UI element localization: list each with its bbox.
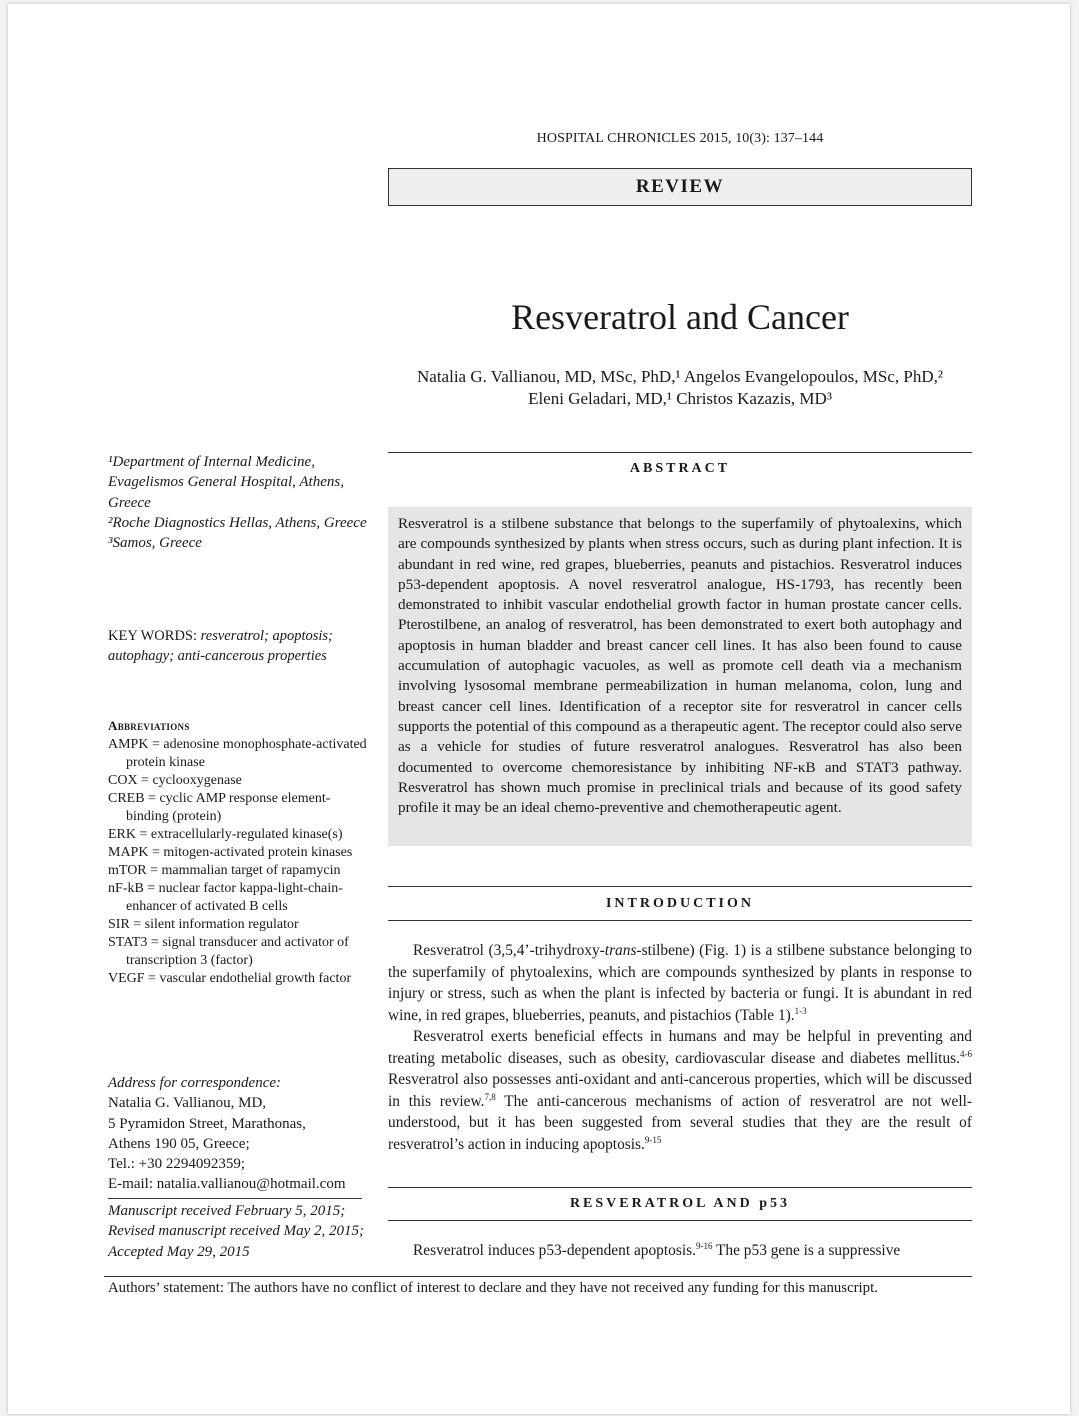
authors-statement: Authors’ statement: The authors have no conflict of interest to declare and they have not received any funding for this manuscript. <box>108 1280 878 1296</box>
affiliation-3: ³Samos, Greece <box>108 535 202 552</box>
keywords <box>108 626 368 666</box>
abstract-text: Resveratrol is a stilbene substance that belongs to the superfamily of phytoalexins, which are compounds synthesized by plants when stress occurs, such as during plant infection. It is abundant in red wine, red grapes, blueberries, peanuts and pistachios. Resveratrol induces p53-dependent apoptosis. A novel resveratrol analogue, HS-1793, has recently been demonstrated to inhibit vascular endothelial growth factor in human prostate cancer cells. Pterostilbene, an analog of resveratrol, has been demonstrated to exert both autophagy and apoptosis in human bladder and breast cancer cell lines. It has also been found to cause accumulation of autophagic vacuoles, as well as promote cell death via a mechanism involving lysosomal membrane permeabilization in human melanoma, colon, lung and breast cancer cell lines. Identification of a receptor site for resveratrol in cancer cells supports the potential of this compound as a therapeutic agent. The receptor could also serve as a vehicle for studies of future resveratrol analogues. Resveratrol has also been documented to overcome chemoresistance by inhibiting NF-κB and STAT3 pathway. Resveratrol has shown much promise in preclinical trials and because of its good safety profile it may be an ideal chemo-preventive and chemotherapeutic agent. <box>398 515 962 817</box>
intro-p2-part-b: Resveratrol also possesses anti-oxidant and anti-cancerous properties, which will be discussed in this review. <box>388 1071 972 1110</box>
p53-body <box>388 1240 972 1262</box>
correspondence-line: 5 Pyramidon Street, Marathonas, <box>108 1115 306 1132</box>
article-title: Resveratrol and Cancer <box>511 297 849 337</box>
p53-heading: RESVERATROL AND p53 <box>569 1196 791 1211</box>
p53-top-rule <box>388 1187 972 1188</box>
abbreviation-item: mTOR = mammalian target of rapamycin <box>108 863 341 878</box>
abbreviation-item: VEGF = vascular endothelial growth factor <box>108 971 352 986</box>
intro-paragraph-2 <box>388 1026 972 1155</box>
manuscript-dates: Manuscript received February 5, 2015; Revised manuscript received May 2, 2015; Accepted May 29, 2015 <box>108 1203 365 1260</box>
correspondence-line: Tel.: +30 2294092359; <box>108 1156 245 1173</box>
abbreviation-item: COX = cyclooxygenase <box>108 773 242 788</box>
journal-citation: HOSPITAL CHRONICLES 2015, 10(3): 137–144 <box>536 131 824 146</box>
citation-ref: 7,8 <box>484 1091 496 1102</box>
abbreviation-item: nF-kB = nuclear factor kappa-light-chain-enhancer of activated B cells <box>108 881 343 914</box>
authors-line-1: Natalia G. Vallianou, MD, MSc, PhD,¹ Angelos Evangelopoulos, MSc, PhD,² <box>417 367 943 386</box>
author-list <box>388 366 972 410</box>
intro-p1-italic: trans <box>604 942 637 959</box>
section-label: REVIEW <box>635 176 725 197</box>
abbreviation-item: SIR = silent information regulator <box>108 917 299 932</box>
abbreviation-item: CREB = cyclic AMP response element-binding (protein) <box>108 791 331 824</box>
introduction-body <box>388 940 972 1155</box>
intro-p1-part-a: Resveratrol (3,5,4’-trihydroxy- <box>413 942 605 959</box>
abbreviation-item: MAPK = mitogen-activated protein kinases <box>108 845 353 860</box>
section-label-box <box>388 168 972 206</box>
affiliation-1: ¹Department of Internal Medicine, Evagelismos General Hospital, Athens, Greece <box>108 454 344 511</box>
citation-ref: 9-15 <box>644 1134 662 1145</box>
correspondence <box>108 1073 368 1195</box>
authors-line-2: Eleni Geladari, MD,¹ Christos Kazazis, MD³ <box>528 389 832 408</box>
affiliations <box>108 452 368 553</box>
p53-bottom-rule <box>388 1220 972 1221</box>
intro-p1-part-b: -stilbene) (Fig. 1) is a stilbene substance belonging to the superfamily of phytoalexins, which are compounds synthesized by plants in response to injury or stress, such as when the plant is infected by bacteria or fungi. It is abundant in red wine, in red grapes, blueberries, peanuts, and pistachios (Table 1). <box>388 942 972 1024</box>
p53-p1-part-b: The p53 gene is a suppressive <box>712 1242 901 1259</box>
keywords-text: resveratrol; apoptosis; autophagy; anti-cancerous properties <box>108 628 333 664</box>
correspondence-email: E-mail: natalia.vallianou@hotmail.com <box>108 1176 346 1193</box>
p53-paragraph-1 <box>388 1240 972 1262</box>
intro-top-rule <box>388 886 972 887</box>
affiliation-2: ²Roche Diagnostics Hellas, Athens, Greece <box>108 514 367 531</box>
correspondence-line: Athens 190 05, Greece; <box>108 1135 250 1152</box>
abbreviation-item: AMPK = adenosine monophosphate-activated protein kinase <box>108 737 367 770</box>
intro-paragraph-1 <box>388 940 972 1026</box>
citation-ref: 4-6 <box>960 1048 972 1059</box>
abbreviation-item: ERK = extracellularly-regulated kinase(s) <box>108 827 343 842</box>
p53-p1-part-a: Resveratrol induces p53-dependent apoptosis. <box>413 1242 696 1259</box>
intro-p2-part-a: Resveratrol exerts beneficial effects in humans and may be helpful in preventing and treating metabolic diseases, such as obesity, cardiovascular disease and diabetes mellitus. <box>388 1028 972 1067</box>
abbreviation-item: STAT3 = signal transducer and activator of transcription 3 (factor) <box>108 935 349 968</box>
abbreviations-list <box>108 736 368 988</box>
keywords-label: KEY WORDS: <box>108 628 198 644</box>
citation-ref: 1-3 <box>794 1005 807 1016</box>
abstract-heading: ABSTRACT <box>629 461 731 476</box>
abbreviations-title: Abbreviations <box>108 718 190 733</box>
correspondence-line: Natalia G. Vallianou, MD, <box>108 1095 267 1112</box>
intro-p2-part-c: The anti-cancerous mechanisms of action of resveratrol are not well-understood, but it has been suggested from several studies that they are the result of resveratrol’s action in inducing apoptosis. <box>388 1092 972 1153</box>
correspondence-label: Address for correspondence: <box>108 1075 282 1091</box>
correspondence-rule <box>108 1198 362 1199</box>
citation-ref: 9-16 <box>695 1240 713 1251</box>
abstract-box <box>388 507 972 846</box>
footer-rule <box>104 1276 972 1277</box>
introduction-heading: INTRODUCTION <box>605 896 754 911</box>
abstract-top-rule <box>388 452 972 453</box>
intro-bottom-rule <box>388 920 972 921</box>
